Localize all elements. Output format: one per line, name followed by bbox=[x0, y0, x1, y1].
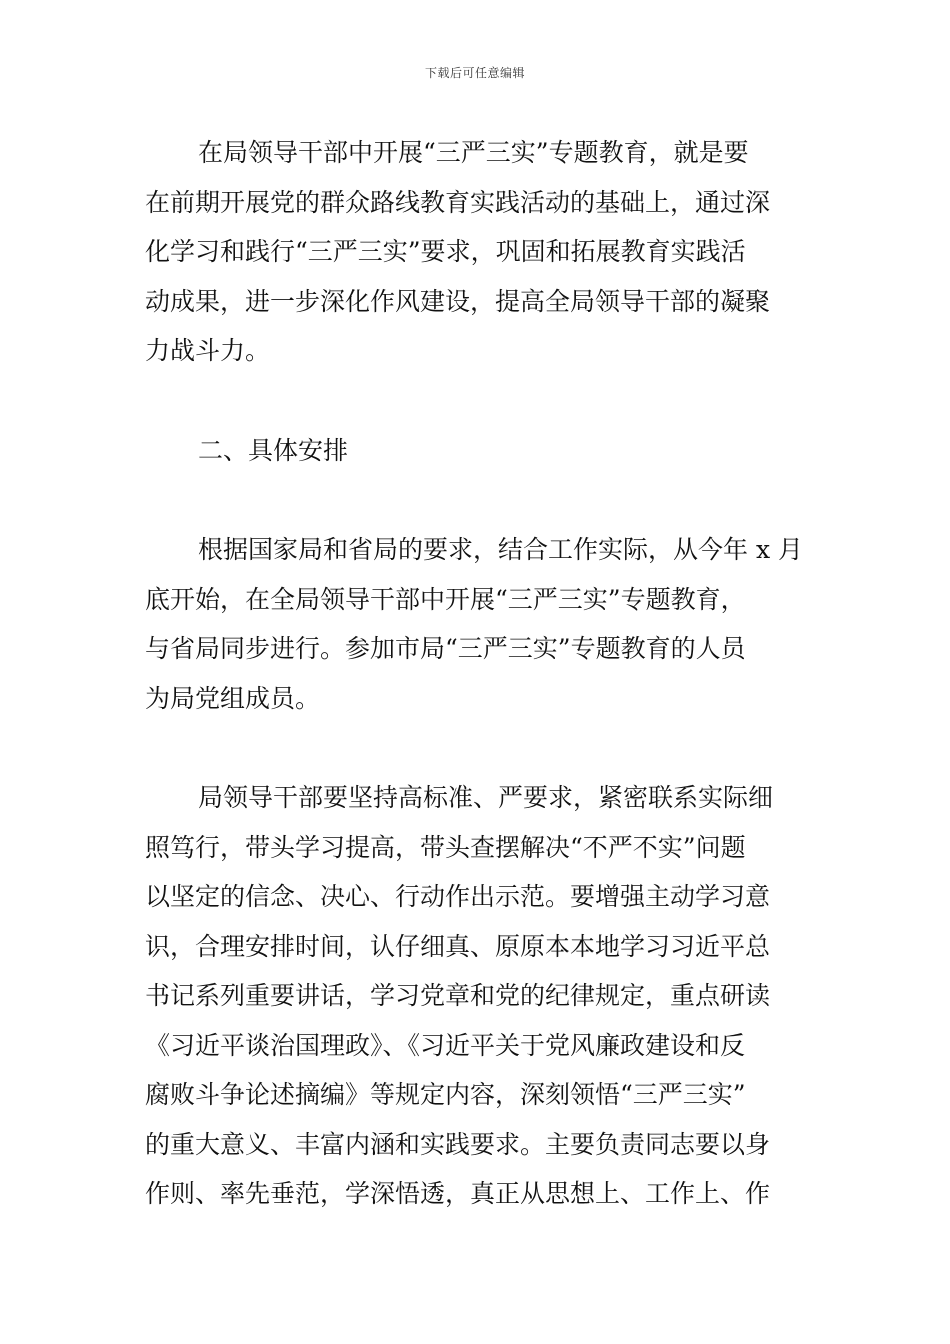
paragraph-line: 照笃行，带头学习提高，带头查摆解决“不严不实”问题 bbox=[145, 832, 746, 862]
paragraph-line: 以坚定的信念、决心、行动作出示范。要增强主动学习意 bbox=[145, 882, 771, 911]
paragraph-line: 《习近平谈治国理政》、《习近平关于党风廉政建设和反 bbox=[145, 1030, 746, 1060]
paragraph-line: 在前期开展党的群众路线教育实践活动的基础上，通过深 bbox=[145, 187, 771, 217]
paragraph-line: 局领导干部要坚持高标准、严要求，紧密联系实际细 bbox=[198, 783, 774, 812]
paragraph-schedule bbox=[145, 525, 805, 723]
paragraph-requirements bbox=[145, 773, 805, 1219]
document-body bbox=[145, 128, 805, 1269]
paragraph-line: 化学习和践行“三严三实”要求，巩固和拓展教育实践活 bbox=[145, 237, 746, 266]
paragraph-line: 识，合理安排时间，认仔细真、原原本本地学习习近平总 bbox=[145, 931, 771, 961]
header-note: 下载后可任意编辑 bbox=[424, 66, 525, 80]
paragraph-line: 底开始，在全局领导干部中开展“三严三实”专题教育， bbox=[145, 584, 746, 614]
paragraph-line: 的重大意义、丰富内涵和实践要求。主要负责同志要以身 bbox=[145, 1129, 771, 1159]
paragraph-line: 动成果，进一步深化作风建设，提高全局领导干部的凝聚 bbox=[145, 286, 771, 316]
paragraph-line: 根据国家局和省局的要求，结合工作实际，从今年 x 月 bbox=[198, 535, 803, 564]
paragraph-line: 腐败斗争论述摘编》等规定内容，深刻领悟“三严三实” bbox=[145, 1080, 746, 1109]
section-heading bbox=[145, 426, 805, 476]
paragraph-line: 力战斗力。 bbox=[145, 336, 271, 365]
paragraph-line: 书记系列重要讲话，学习党章和党的纪律规定，重点研读 bbox=[145, 981, 771, 1010]
paragraph-line: 作则、率先垂范，学深悟透，真正从思想上、工作上、作 bbox=[145, 1179, 771, 1208]
paragraph-line: 与省局同步进行。参加市局“三严三实”专题教育的人员 bbox=[145, 634, 746, 663]
paragraph-line: 为局党组成员。 bbox=[145, 683, 321, 713]
paragraph-purpose bbox=[145, 128, 805, 376]
section-heading-text: 二、具体安排 bbox=[198, 435, 349, 465]
paragraph-line: 在局领导干部中开展“三严三实”专题教育，就是要 bbox=[198, 138, 749, 167]
